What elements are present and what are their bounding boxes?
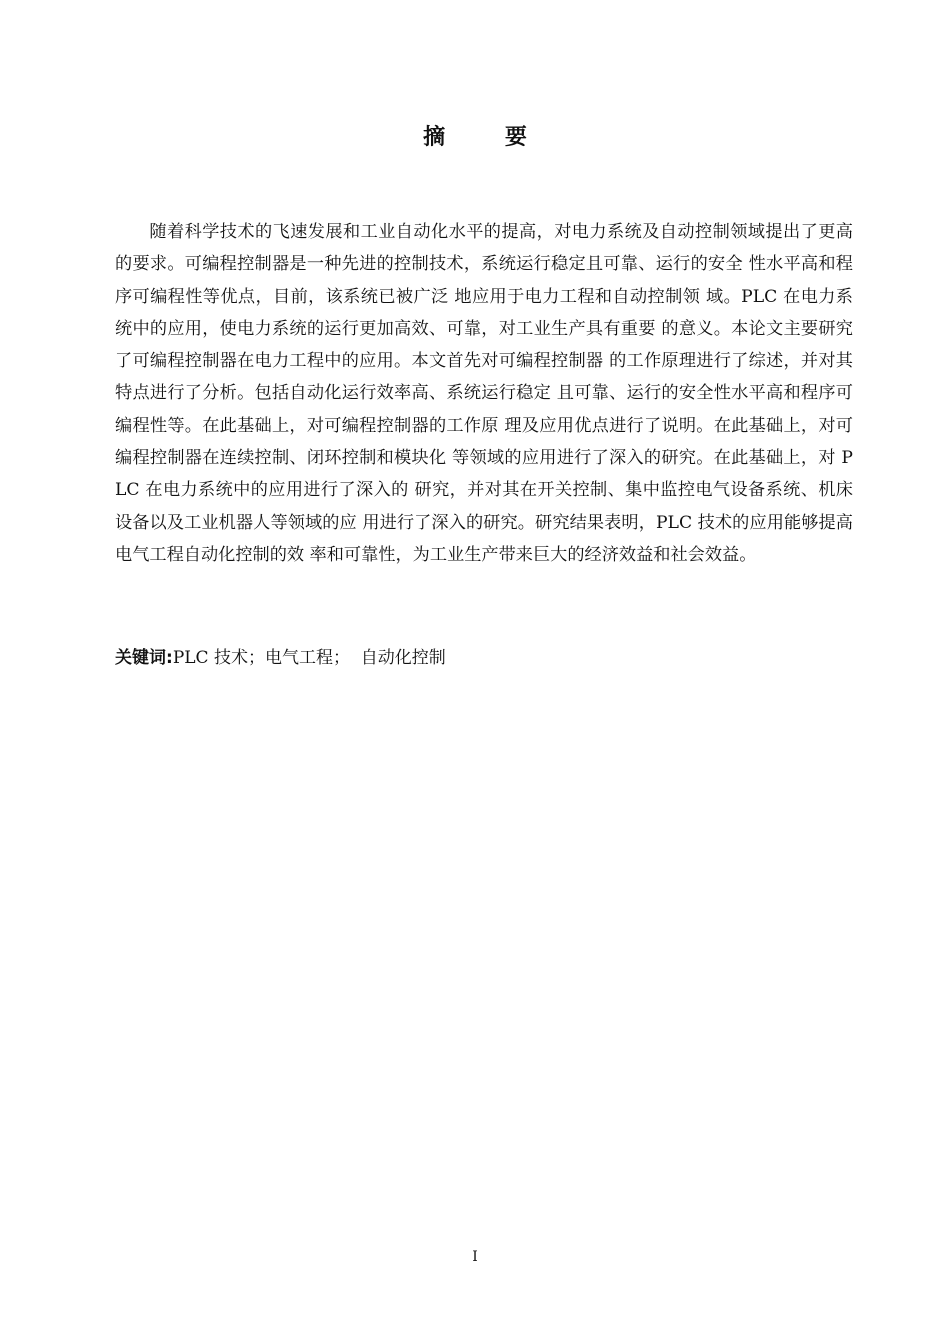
keywords-line — [115, 644, 853, 672]
abstract-paragraph: 随着科学技术的飞速发展和工业自动化水平的提高，对电力系统及自动控制领域提出了更高的要求。可编程控制器是一种先进的控制技术，系统运行稳定且可靠、运行的安全 性水平高和程序可编程性等优点，目前，该系统已被广泛 地应用于电力工程和自动控制领 域。PLC 在电力系统中的应用，使电力系统的运行更加高效、可靠，对工业生产具有重要 的意义。本论文主要研究了可编程控制器在电力工程中的应用。本文首先对可编程控制器 的工作原理进行了综述，并对其特点进行了分析。包括自动化运行效率高、系统运行稳定 且可靠、运行的安全性水平高和程序可编程性等。在此基础上，对可编程控制器的工作原 理及应用优点进行了说明。在此基础上，对可编程控制器在连续控制、闭环控制和模块化 等领域的应用进行了深入的研究。在此基础上，对 PLC 在电力系统中的应用进行了深入的 研究，并对其在开关控制、集中监控电气设备系统、机床设备以及工业机器人等领域的应 用进行了深入的研究。研究结果表明，PLC 技术的应用能够提高电气工程自动化控制的效 率和可靠性，为工业生产带来巨大的经济效益和社会效益。 — [115, 222, 853, 565]
keywords-text: PLC 技术；电气工程； 自动化控制 — [172, 648, 446, 668]
keywords-label: 关键词: — [115, 648, 173, 668]
abstract-title: 摘 要 — [423, 125, 553, 150]
page-number: I — [472, 1249, 478, 1265]
